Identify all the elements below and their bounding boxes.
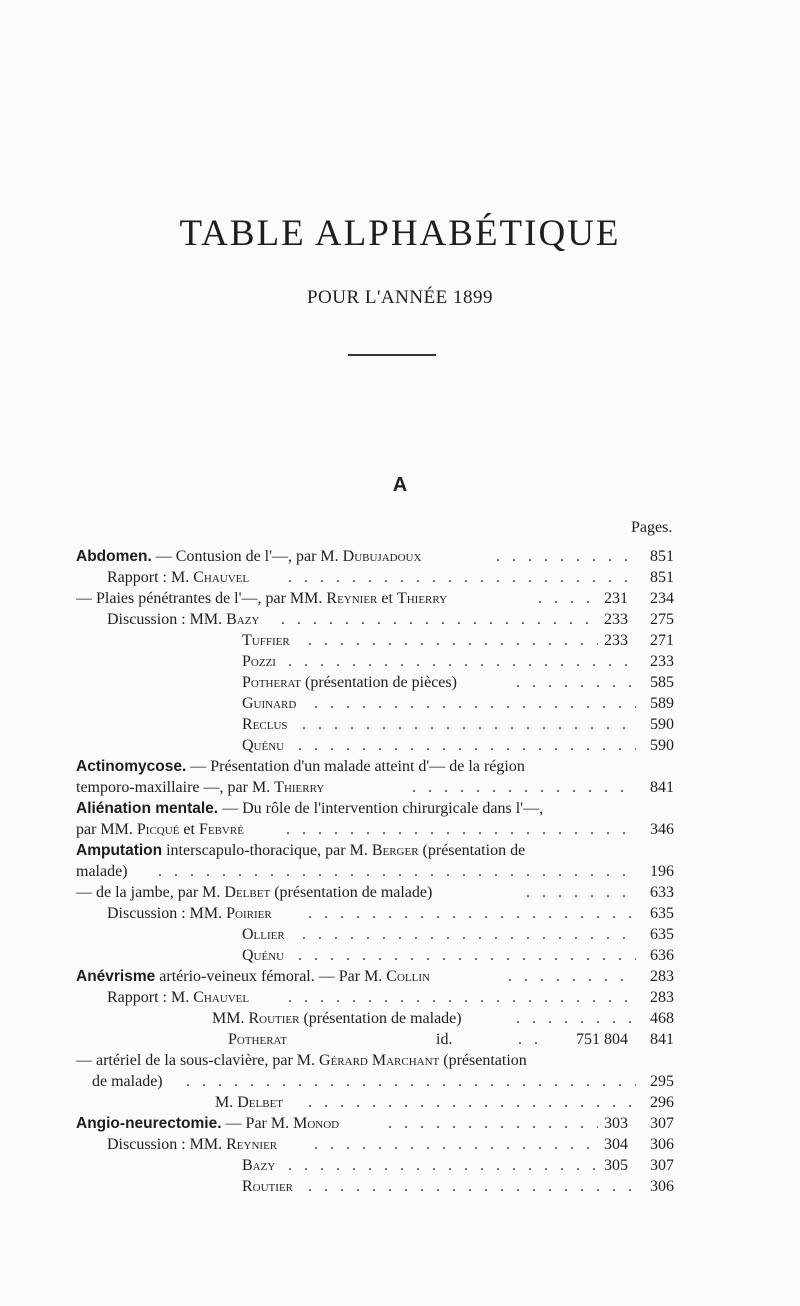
entry-text: (présentation de malade)	[299, 1010, 462, 1027]
page-subtitle: POUR L'ANNÉE 1899	[306, 287, 494, 308]
leader-dots	[308, 903, 636, 924]
entry-text: (présentation de pièces)	[301, 674, 457, 691]
index-entry	[76, 1155, 674, 1176]
leader-dots	[286, 819, 636, 840]
leader-dots	[288, 567, 636, 588]
leader-dots	[308, 1092, 636, 1113]
index-entry	[76, 1092, 674, 1113]
entry-keyword: Aliénation mentale.	[76, 800, 219, 817]
entry-page-secondary: 231	[604, 590, 628, 607]
leader-dots	[302, 924, 636, 945]
index-entry	[76, 672, 674, 693]
entry-author: Reclus	[242, 716, 288, 733]
entry-author: Quénu	[242, 737, 285, 754]
entry-page: 233	[650, 653, 674, 670]
index-entry	[76, 546, 674, 567]
index-entry	[76, 777, 674, 798]
leader-dots	[298, 735, 636, 756]
entry-page: 635	[650, 926, 674, 943]
entry-author: Chauvel	[193, 569, 250, 586]
index-entry	[76, 1050, 674, 1071]
entry-text: — Présentation d'un malade atteint d'— de la région	[186, 758, 525, 775]
entry-keyword: Amputation	[76, 842, 163, 859]
entry-page-secondary: 751 804	[576, 1031, 628, 1048]
entry-page: 585	[650, 674, 674, 691]
entry-author: Bazy	[242, 1157, 276, 1174]
entry-author: Collin	[386, 968, 430, 985]
leader-dots	[281, 609, 597, 630]
entry-page: 306	[650, 1178, 674, 1195]
entry-page: 307	[650, 1115, 674, 1132]
entry-page: 346	[650, 821, 674, 838]
entry-author: Picqué	[136, 821, 180, 838]
entry-page: 296	[650, 1094, 674, 1111]
leader-dots	[516, 672, 636, 693]
entry-author: Dubujadoux	[342, 548, 422, 565]
index-entry	[76, 735, 674, 756]
entry-page: 635	[650, 905, 674, 922]
entry-text: (présentation	[439, 1052, 527, 1069]
index-entry	[76, 1071, 674, 1092]
entry-author: Febvré	[198, 821, 244, 838]
pages-column-header: Pages.	[631, 519, 673, 536]
entry-keyword: Actinomycose.	[76, 758, 187, 775]
entry-text: — Contusion de l'—, par M.	[151, 548, 343, 565]
leader-dots	[298, 945, 636, 966]
entry-page: 841	[650, 1031, 674, 1048]
leader-dots	[308, 630, 598, 651]
entry-page-secondary: 303	[604, 1115, 628, 1132]
leader-dots	[314, 693, 636, 714]
leader-dots	[496, 546, 636, 567]
entry-text: MM.	[212, 1010, 249, 1027]
index-entry	[76, 693, 674, 714]
index-entry	[76, 966, 674, 987]
entry-author: Delbet	[224, 884, 271, 901]
index-entry	[76, 903, 674, 924]
entry-page: 589	[650, 695, 674, 712]
index-entry	[76, 840, 674, 861]
leader-dots	[538, 588, 600, 609]
index-entry	[76, 1113, 674, 1134]
section-letter: A	[392, 474, 408, 496]
entry-text: et	[179, 821, 199, 838]
title-divider	[348, 354, 436, 356]
index-entry	[76, 630, 674, 651]
entry-author: Berger	[371, 842, 419, 859]
entry-text: — Par M.	[221, 1115, 294, 1132]
entry-text: Rapport : M.	[107, 989, 194, 1006]
entry-page: 468	[650, 1010, 674, 1027]
leader-dots	[288, 651, 636, 672]
entry-page: 196	[650, 863, 674, 880]
entry-page: 841	[650, 779, 674, 796]
index-entry	[76, 1008, 674, 1029]
leader-dots	[308, 1176, 636, 1197]
entry-page: 306	[650, 1136, 674, 1153]
leader-dots	[518, 1029, 550, 1050]
index-entry	[76, 882, 674, 903]
index-entry	[76, 756, 674, 777]
index-entry	[76, 714, 674, 735]
entry-author: Reynier	[326, 590, 378, 607]
entry-text: de malade)	[92, 1073, 163, 1090]
index-entry	[76, 1176, 674, 1197]
entry-author: Routier	[242, 1178, 293, 1195]
entry-text: — artériel de la sous-clavière, par M.	[76, 1052, 320, 1069]
entry-text: (présentation de malade)	[270, 884, 433, 901]
leader-dots	[526, 882, 636, 903]
entry-keyword: Angio-neurectomie.	[76, 1115, 222, 1132]
entry-text: Rapport : M.	[107, 569, 194, 586]
entry-page: 275	[650, 611, 674, 628]
entry-page: 271	[650, 632, 674, 649]
entry-text: — Du rôle de l'intervention chirurgicale dans l'—,	[218, 800, 544, 817]
page-title: TABLE ALPHABÉTIQUE	[179, 213, 621, 254]
entry-text: id.	[436, 1031, 453, 1048]
entry-keyword: Abdomen.	[76, 548, 152, 565]
index-entry	[76, 987, 674, 1008]
leader-dots	[314, 1134, 598, 1155]
entry-page-secondary: 305	[604, 1157, 628, 1174]
entry-text: Discussion : MM.	[107, 1136, 227, 1153]
entry-author: Bazy	[226, 611, 260, 628]
entry-page: 590	[650, 737, 674, 754]
entry-text: — de la jambe, par M.	[76, 884, 225, 901]
entry-text: Discussion : MM.	[107, 611, 227, 628]
index-entry	[76, 819, 674, 840]
entry-page-secondary: 233	[604, 632, 628, 649]
entry-author: Poirier	[226, 905, 272, 922]
entry-author: Guinard	[242, 695, 297, 712]
leader-dots	[186, 1071, 636, 1092]
entry-author: Monod	[293, 1115, 340, 1132]
entry-author: Routier	[248, 1010, 300, 1027]
entry-page-secondary: 304	[604, 1136, 628, 1153]
entry-page: 636	[650, 947, 674, 964]
entry-author: Delbet	[237, 1094, 284, 1111]
index-entry	[76, 1134, 674, 1155]
entry-page: 295	[650, 1073, 674, 1090]
leader-dots	[158, 861, 636, 882]
entry-author: Potherat	[228, 1031, 288, 1048]
entry-page: 851	[650, 548, 674, 565]
entry-page: 307	[650, 1157, 674, 1174]
leader-dots	[516, 1008, 636, 1029]
entry-author: Ollier	[242, 926, 285, 943]
entry-text: par MM.	[76, 821, 137, 838]
entry-text: — Plaies pénétrantes de l'—, par MM.	[76, 590, 327, 607]
entry-author: Tuffier	[242, 632, 290, 649]
index-entry	[76, 924, 674, 945]
entry-author: Pozzi	[242, 653, 276, 670]
entry-text: M.	[215, 1094, 238, 1111]
entry-author: Potherat	[242, 674, 302, 691]
entry-author: Reynier	[226, 1136, 278, 1153]
entry-text: Discussion : MM.	[107, 905, 227, 922]
entry-page: 633	[650, 884, 674, 901]
leader-dots	[412, 777, 636, 798]
entry-text: et	[377, 590, 397, 607]
index-entry	[76, 609, 674, 630]
index-entry	[76, 861, 674, 882]
entry-text: malade)	[76, 863, 128, 880]
entry-page: 283	[650, 968, 674, 985]
entry-page-secondary: 233	[604, 611, 628, 628]
leader-dots	[288, 987, 636, 1008]
entry-text: artério-veineux fémoral. — Par M.	[155, 968, 387, 985]
leader-dots	[288, 1155, 598, 1176]
index-entry	[76, 588, 674, 609]
leader-dots	[302, 714, 636, 735]
entry-page: 234	[650, 590, 674, 607]
entry-author: Thierry	[274, 779, 325, 796]
leader-dots	[388, 1113, 598, 1134]
index-entry	[76, 651, 674, 672]
index-entry	[76, 567, 674, 588]
entry-text: (présentation de	[418, 842, 526, 859]
entry-text: temporo-maxillaire —, par M.	[76, 779, 275, 796]
entry-page: 283	[650, 989, 674, 1006]
entry-author: Quénu	[242, 947, 285, 964]
entry-page: 590	[650, 716, 674, 733]
entry-author: Gérard Marchant	[319, 1052, 440, 1069]
entry-author: Chauvel	[193, 989, 250, 1006]
index-entry	[76, 945, 674, 966]
index-entry	[76, 798, 674, 819]
index-entry	[76, 1029, 674, 1050]
entry-keyword: Anévrisme	[76, 968, 156, 985]
entry-page: 851	[650, 569, 674, 586]
leader-dots	[508, 966, 636, 987]
entry-author: Thierry	[396, 590, 448, 607]
entry-text: interscapulo-thoracique, par M.	[162, 842, 372, 859]
